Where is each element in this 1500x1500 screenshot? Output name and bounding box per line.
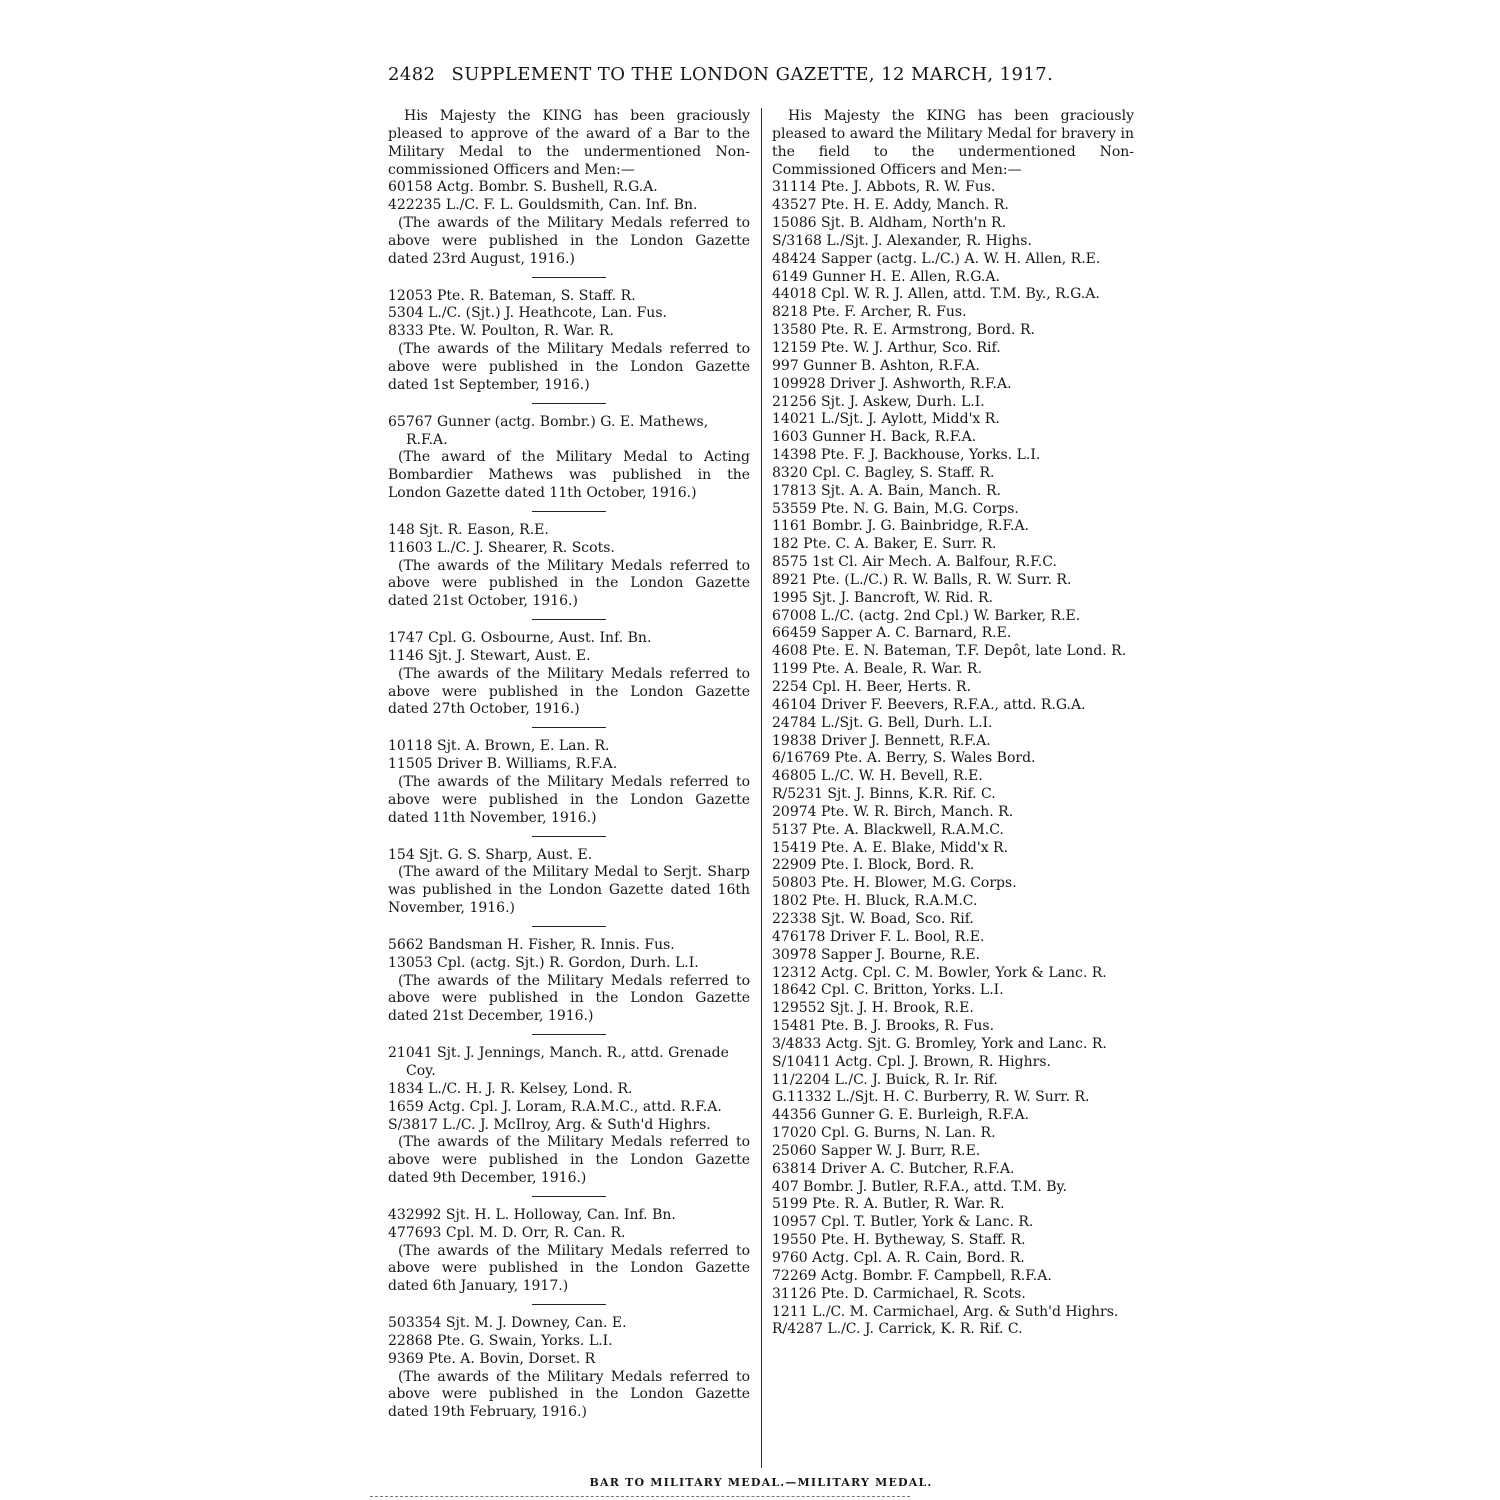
- award-entry: 6/16769 Pte. A. Berry, S. Wales Bord.: [772, 750, 1036, 767]
- award-entry: 1747 Cpl. G. Osbourne, Aust. Inf. Bn.: [388, 630, 652, 647]
- award-entry: 8333 Pte. W. Poulton, R. War. R.: [388, 323, 614, 340]
- award-entry: 476178 Driver F. L. Bool, R.E.: [772, 928, 985, 945]
- section-separator: [532, 403, 606, 404]
- award-entry: 60158 Actg. Bombr. S. Bushell, R.G.A.: [388, 179, 658, 196]
- award-note: (The awards of the Military Medals referred to above were published in the London Gazette dated 1st September, 1916.): [388, 341, 750, 393]
- award-entry: 50803 Pte. H. Blower, M.G. Corps.: [772, 875, 1017, 892]
- award-entry: 11603 L./C. J. Shearer, R. Scots.: [388, 539, 615, 556]
- award-entry: 477693 Cpl. M. D. Orr, R. Can. R.: [388, 1224, 626, 1241]
- award-entry: 1161 Bombr. J. G. Bainbridge, R.F.A.: [772, 518, 1030, 535]
- award-group: [388, 522, 750, 611]
- left-groups: [388, 179, 750, 1422]
- award-entry: 1802 Pte. H. Bluck, R.A.M.C.: [772, 893, 978, 910]
- award-note: (The awards of the Military Medals referred to above were published in the London Gazette dated 11th November, 1916.): [388, 774, 750, 826]
- award-entry: 5137 Pte. A. Blackwell, R.A.M.C.: [772, 821, 1004, 838]
- award-note: (The award of the Military Medal to Acting Bombardier Mathews was published in the London Gazette dated 11th October, 1916.): [388, 449, 750, 502]
- section-separator: [532, 277, 606, 278]
- running-footer: BAR TO MILITARY MEDAL.—MILITARY MEDAL.: [589, 1476, 933, 1489]
- award-group: [388, 1045, 750, 1188]
- award-entry: 43527 Pte. H. E. Addy, Manch. R.: [772, 197, 1009, 214]
- left-intro: His Majesty the KING has been graciously pleased to approve of the award of a Bar to the Military Medal to the undermentioned Non-commissioned Officers and Men:—: [388, 108, 750, 178]
- footer-rule: [370, 1496, 910, 1498]
- award-entry: 46805 L./C. W. H. Bevell, R.E.: [772, 768, 983, 785]
- award-entry: 3/4833 Actg. Sjt. G. Bromley, York and Lanc. R.: [772, 1035, 1107, 1052]
- award-entry: 31114 Pte. J. Abbots, R. W. Fus.: [772, 179, 996, 196]
- section-separator: [532, 926, 606, 927]
- award-entry: 14398 Pte. F. J. Backhouse, Yorks. L.I.: [772, 447, 1041, 464]
- left-column: [388, 108, 750, 1422]
- award-entry: 1199 Pte. A. Beale, R. War. R.: [772, 661, 982, 678]
- award-entry: 22338 Sjt. W. Boad, Sco. Rif.: [772, 910, 974, 927]
- award-entry: 31126 Pte. D. Carmichael, R. Scots.: [772, 1285, 1026, 1302]
- right-entries: [772, 179, 1134, 1339]
- award-entry: 503354 Sjt. M. J. Downey, Can. E.: [388, 1315, 627, 1332]
- award-entry: 48424 Sapper (actg. L./C.) A. W. H. Allen, R.E.: [772, 250, 1101, 267]
- award-entry: 20974 Pte. W. R. Birch, Manch. R.: [772, 803, 1014, 820]
- award-entry: 21256 Sjt. J. Askew, Durh. L.I.: [772, 393, 985, 410]
- page-number: 2482: [388, 64, 436, 85]
- award-entry: 1211 L./C. M. Carmichael, Arg. & Suth'd Highrs.: [772, 1303, 1119, 1320]
- award-entry: 15481 Pte. B. J. Brooks, R. Fus.: [772, 1018, 995, 1035]
- award-entry: 1603 Gunner H. Back, R.F.A.: [772, 429, 977, 446]
- right-column: [772, 108, 1134, 1339]
- section-separator: [532, 1034, 606, 1035]
- award-entry: 17020 Cpl. G. Burns, N. Lan. R.: [772, 1125, 996, 1142]
- award-note: (The awards of the Military Medals referred to above were published in the London Gazette dated 21st October, 1916.): [388, 557, 750, 610]
- award-entry: 1146 Sjt. J. Stewart, Aust. E.: [388, 647, 591, 664]
- award-entry: 67008 L./C. (actg. 2nd Cpl.) W. Barker, R.E.: [772, 607, 1081, 624]
- right-intro: His Majesty the KING has been graciously pleased to award the Military Medal for bravery in the field to the undermentioned Non-Commissioned Officers and Men:—: [772, 108, 1134, 178]
- award-entry: 72269 Actg. Bombr. F. Campbell, R.F.A.: [772, 1267, 1052, 1284]
- award-entry: 13580 Pte. R. E. Armstrong, Bord. R.: [772, 322, 1035, 339]
- award-group: [388, 288, 750, 395]
- column-divider: [761, 108, 762, 1468]
- award-entry: 2254 Cpl. H. Beer, Herts. R.: [772, 679, 972, 695]
- award-group: [388, 1315, 750, 1422]
- award-group: [388, 937, 750, 1026]
- award-entry: 10118 Sjt. A. Brown, E. Lan. R.: [388, 738, 610, 755]
- award-entry: 22909 Pte. I. Block, Bord. R.: [772, 857, 975, 874]
- award-entry: 46104 Driver F. Beevers, R.F.A., attd. R.G.A.: [772, 696, 1086, 713]
- award-entry: 44018 Cpl. W. R. J. Allen, attd. T.M. By., R.G.A.: [772, 286, 1100, 303]
- award-entry: S/3168 L./Sjt. J. Alexander, R. Highs.: [772, 232, 1032, 249]
- award-entry: 5304 L./C. (Sjt.) J. Heathcote, Lan. Fus.: [388, 305, 667, 322]
- award-entry: 12159 Pte. W. J. Arthur, Sco. Rif.: [772, 339, 1001, 356]
- award-entry: 11505 Driver B. Williams, R.F.A.: [388, 756, 618, 773]
- award-note: (The awards of the Military Medals referred to above were published in the London Gazette dated 19th February, 1916.): [388, 1368, 750, 1421]
- award-entry: 17813 Sjt. A. A. Bain, Manch. R.: [772, 482, 1001, 499]
- award-entry: R/5231 Sjt. J. Binns, K.R. Rif. C.: [772, 786, 996, 803]
- award-entry: 154 Sjt. G. S. Sharp, Aust. E.: [388, 846, 593, 863]
- section-separator: [532, 511, 606, 512]
- award-entry: 66459 Sapper A. C. Barnard, R.E.: [772, 625, 1012, 642]
- award-entry: 407 Bombr. J. Butler, R.F.A., attd. T.M. By.: [772, 1178, 1068, 1195]
- award-entry: 12053 Pte. R. Bateman, S. Staff. R.: [388, 287, 636, 304]
- award-entry: 19838 Driver J. Bennett, R.F.A.: [772, 732, 991, 749]
- award-entry: 21041 Sjt. J. Jennings, Manch. R., attd. Grenade Coy.: [388, 1045, 729, 1079]
- section-separator: [532, 727, 606, 728]
- award-entry: 1659 Actg. Cpl. J. Loram, R.A.M.C., attd. R.F.A.: [388, 1098, 722, 1115]
- award-group: [388, 179, 750, 268]
- award-note: (The awards of the Military Medals referred to above were published in the London Gazette dated 23rd August, 1916.): [388, 215, 750, 267]
- award-entry: 5662 Bandsman H. Fisher, R. Innis. Fus.: [388, 936, 675, 953]
- award-entry: R/4287 L./C. J. Carrick, K. R. Rif. C.: [772, 1321, 1023, 1338]
- award-entry: 19550 Pte. H. Bytheway, S. Staff. R.: [772, 1232, 1026, 1249]
- award-group: [388, 738, 750, 827]
- award-entry: 5199 Pte. R. A. Butler, R. War. R.: [772, 1196, 1005, 1213]
- award-entry: 8320 Cpl. C. Bagley, S. Staff. R.: [772, 464, 995, 481]
- award-entry: 182 Pte. C. A. Baker, E. Surr. R.: [772, 536, 997, 553]
- award-entry: 18642 Cpl. C. Britton, Yorks. L.I.: [772, 982, 1004, 999]
- award-group: [388, 414, 750, 503]
- award-entry: 1995 Sjt. J. Bancroft, W. Rid. R.: [772, 589, 993, 606]
- award-entry: 9369 Pte. A. Bovin, Dorset. R: [388, 1350, 596, 1367]
- award-group: [388, 847, 750, 918]
- award-entry: S/3817 L./C. J. McIlroy, Arg. & Suth'd Highrs.: [388, 1116, 711, 1133]
- award-entry: G.11332 L./Sjt. H. C. Burberry, R. W. Surr. R.: [772, 1089, 1090, 1106]
- award-entry: 13053 Cpl. (actg. Sjt.) R. Gordon, Durh. L.I.: [388, 954, 699, 971]
- award-entry: 15419 Pte. A. E. Blake, Midd'x R.: [772, 839, 1009, 856]
- award-entry: 22868 Pte. G. Swain, Yorks. L.I.: [388, 1332, 613, 1349]
- award-entry: 25060 Sapper W. J. Burr, R.E.: [772, 1142, 981, 1159]
- award-entry: 30978 Sapper J. Bourne, R.E.: [772, 946, 980, 963]
- award-group: [388, 1207, 750, 1296]
- section-separator: [532, 1196, 606, 1197]
- award-entry: 109928 Driver J. Ashworth, R.F.A.: [772, 375, 1012, 392]
- award-entry: 422235 L./C. F. L. Gouldsmith, Can. Inf. Bn.: [388, 197, 698, 214]
- award-entry: 1834 L./C. H. J. R. Kelsey, Lond. R.: [388, 1080, 633, 1097]
- award-note: (The awards of the Military Medals referred to above were published in the London Gazette dated 21st December, 1916.): [388, 972, 750, 1025]
- award-entry: 11/2204 L./C. J. Buick, R. Ir. Rif.: [772, 1071, 998, 1088]
- award-entry: 432992 Sjt. H. L. Holloway, Can. Inf. Bn.: [388, 1206, 676, 1223]
- award-entry: 63814 Driver A. C. Butcher, R.F.A.: [772, 1160, 1015, 1177]
- award-entry: 9760 Actg. Cpl. A. R. Cain, Bord. R.: [772, 1250, 1025, 1266]
- award-entry: 53559 Pte. N. G. Bain, M.G. Corps.: [772, 500, 1019, 517]
- award-entry: 12312 Actg. Cpl. C. M. Bowler, York & Lanc. R.: [772, 964, 1107, 981]
- award-entry: 6149 Gunner H. E. Allen, R.G.A.: [772, 268, 1000, 285]
- award-entry: 997 Gunner B. Ashton, R.F.A.: [772, 357, 980, 374]
- award-note: (The awards of the Military Medals referred to above were published in the London Gazette dated 27th October, 1916.): [388, 665, 750, 718]
- award-entry: 8218 Pte. F. Archer, R. Fus.: [772, 304, 967, 321]
- award-entry: 14021 L./Sjt. J. Aylott, Midd'x R.: [772, 411, 1000, 428]
- award-entry: 44356 Gunner G. E. Burleigh, R.F.A.: [772, 1107, 1030, 1124]
- award-entry: 24784 L./Sjt. G. Bell, Durh. L.I.: [772, 714, 993, 731]
- award-entry: 10957 Cpl. T. Butler, York & Lanc. R.: [772, 1214, 1034, 1231]
- award-note: (The awards of the Military Medals referred to above were published in the London Gazette dated 6th January, 1917.): [388, 1242, 750, 1295]
- section-separator: [532, 836, 606, 837]
- section-separator: [532, 619, 606, 620]
- award-entry: 129552 Sjt. J. H. Brook, R.E.: [772, 1000, 974, 1017]
- award-entry: 65767 Gunner (actg. Bombr.) G. E. Mathews, R.F.A.: [388, 413, 709, 448]
- award-note: (The awards of the Military Medals referred to above were published in the London Gazette dated 9th December, 1916.): [388, 1134, 750, 1187]
- award-note: (The award of the Military Medal to Serjt. Sharp was published in the London Gazette dated 16th November, 1916.): [388, 864, 750, 917]
- award-entry: 148 Sjt. R. Eason, R.E.: [388, 521, 549, 538]
- award-group: [388, 630, 750, 719]
- award-entry: 8575 1st Cl. Air Mech. A. Balfour, R.F.C.: [772, 554, 1057, 571]
- award-entry: 8921 Pte. (L./C.) R. W. Balls, R. W. Surr. R.: [772, 571, 1072, 588]
- page-header: [388, 64, 1128, 94]
- page-title: SUPPLEMENT TO THE LONDON GAZETTE, 12 MARCH, 1917.: [451, 64, 1054, 85]
- award-entry: 4608 Pte. E. N. Bateman, T.F. Depôt, late Lond. R.: [772, 643, 1127, 660]
- section-separator: [532, 1304, 606, 1305]
- award-entry: 15086 Sjt. B. Aldham, North'n R.: [772, 215, 1007, 232]
- award-entry: S/10411 Actg. Cpl. J. Brown, R. Highrs.: [772, 1053, 1051, 1070]
